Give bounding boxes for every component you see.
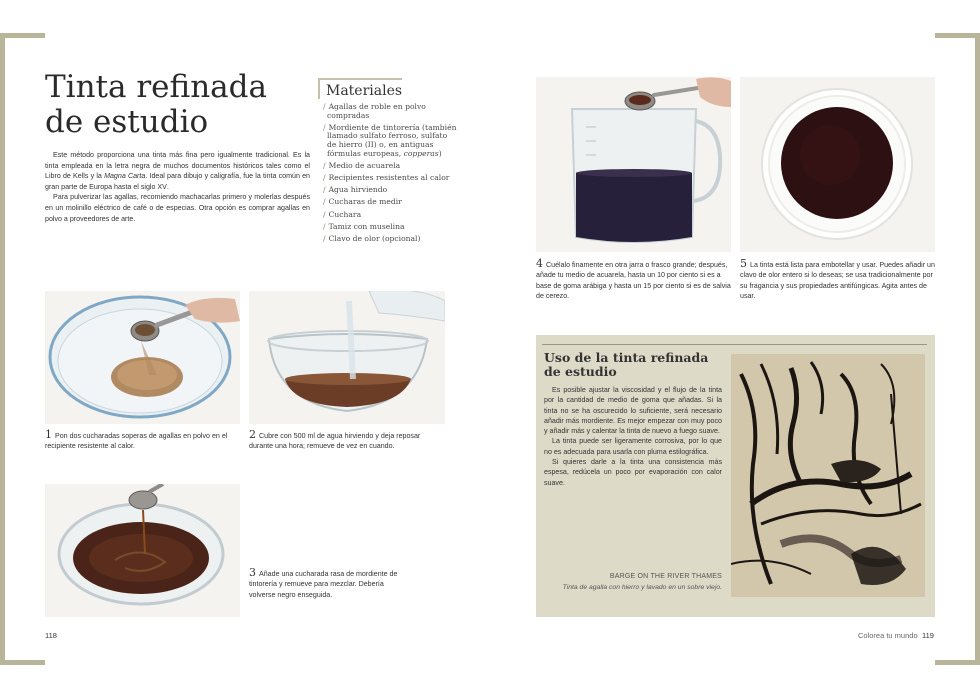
material-item: / Mordiente de tintorería (también llamado sulfato ferroso, sulfato de hierro (II) o, en antiguas fórmulas europeas, copperas)	[323, 122, 457, 158]
bowl-ink-illustration	[45, 484, 240, 617]
bowl-water-illustration	[249, 291, 445, 424]
sidebar-paragraph-3: Si quieres darle a la tinta una consistencia más espesa, redúcela un poco por evaporación con calor suave.	[544, 458, 722, 487]
jug-ink-illustration	[536, 77, 731, 252]
artwork-title: BARGE ON THE RIVER THAMES	[609, 573, 722, 580]
ink-drawing-illustration	[731, 354, 925, 597]
sidebar-paragraph-1: Es posible ajustar la viscosidad y el flujo de la tinta por la cantidad de medio de goma que añadas. Si la tinta no se ha oscurecido lo suficiente, será necesario añadir más mordiente. Es mejor empezar con muy poco y añadir más y calentar la tinta de nuevo a fuego suave.	[544, 386, 722, 436]
material-item: / Agallas de roble en polvo compradas	[323, 102, 426, 120]
bowl-powder-illustration	[45, 291, 240, 424]
page-title: Tinta refinada de estudio	[45, 69, 267, 140]
page-number-left: 118	[45, 631, 57, 640]
intro-paragraph-2: Para pulverizar las agallas, recomiendo machacarlas primero y molerlas después en un molinillo eléctrico de café o de especias. Otra opción es comprar agallas en polvo a proveedores de arte.	[45, 193, 310, 223]
material-item: / Medio de acuarela	[323, 160, 401, 170]
running-footer: Colorea tu mundo	[858, 631, 918, 640]
corner-mark-top-left	[0, 33, 45, 38]
step-2-caption: 2 Cubre con 500 ml de agua hirviendo y deja reposar durante una hora; remueve de vez en cuando.	[249, 428, 421, 451]
intro-paragraph-1: Este método proporciona una tinta más fina pero igualmente tradicional. Es la tinta empleada en la letra negra de muchos documentos históricos tales como el Libro de Kells y la Magna Carta. Ideal para dibujo y caligrafía, fue la tinta común en gran parte de Europa hasta el siglo XV.	[45, 151, 310, 191]
step-1-photo	[45, 291, 240, 424]
step-5-caption: 5 La tinta está lista para embotellar y usar. Puedes añadir un clavo de olor entero si lo deseas; se usa tradicionalmente por su fragancia y sus propiedades antifúngicas. Agita antes de usar.	[740, 257, 935, 300]
corner-mark-top-right-v	[975, 33, 980, 663]
step-4-caption: 4 Cuélalo finamente en otra jarra o frasco grande; después, añade tu medio de acuarela, hasta un 10 por ciento si es a base de goma arábiga y hasta un 15 por ciento si es de salvia de cerezo.	[536, 257, 731, 300]
sidebar-paragraph-2: La tinta puede ser ligeramente corrosiva, por lo que no es adecuada para usarla con pluma estilográfica.	[544, 437, 722, 456]
materials-title: Materiales	[318, 78, 402, 99]
sidebar-rule	[542, 344, 927, 345]
material-item: / Cucharas de medir	[323, 197, 402, 207]
corner-mark-top-right	[935, 33, 980, 38]
material-item: / Recipientes resistentes al calor	[323, 172, 450, 182]
artwork-caption: Tinta de agalla con hierro y lavado en un sobre viejo.	[562, 584, 722, 591]
intro-text	[45, 150, 310, 224]
page-number-right: 119	[922, 631, 934, 640]
corner-mark-bottom-right	[935, 660, 980, 665]
artwork-image	[731, 354, 925, 597]
step-3-caption: 3 Añade una cucharada rasa de mordiente de tintorería y remueve para mezclar. Debería volverse negro enseguida.	[249, 566, 398, 599]
corner-mark-top-left-v	[0, 33, 5, 663]
material-item: / Clavo de olor (opcional)	[323, 233, 421, 243]
step-5-photo	[740, 77, 935, 252]
ramekin-ink-illustration	[740, 77, 935, 252]
material-item: / Agua hirviendo	[323, 185, 388, 195]
material-item: / Cuchara	[323, 209, 362, 219]
step-3-photo	[45, 484, 240, 617]
material-item: / Tamiz con muselina	[323, 221, 405, 231]
corner-mark-bottom-left	[0, 660, 45, 665]
step-2-photo	[249, 291, 445, 424]
materials-list	[318, 103, 458, 243]
step-1-caption: 1 Pon dos cucharadas soperas de agallas en polvo en el recipiente resistente al calor.	[45, 428, 228, 451]
sidebar-text	[544, 385, 722, 488]
materials-panel	[318, 78, 458, 247]
sidebar-title: Uso de la tinta refinada de estudio	[544, 350, 709, 379]
step-4-photo	[536, 77, 731, 252]
